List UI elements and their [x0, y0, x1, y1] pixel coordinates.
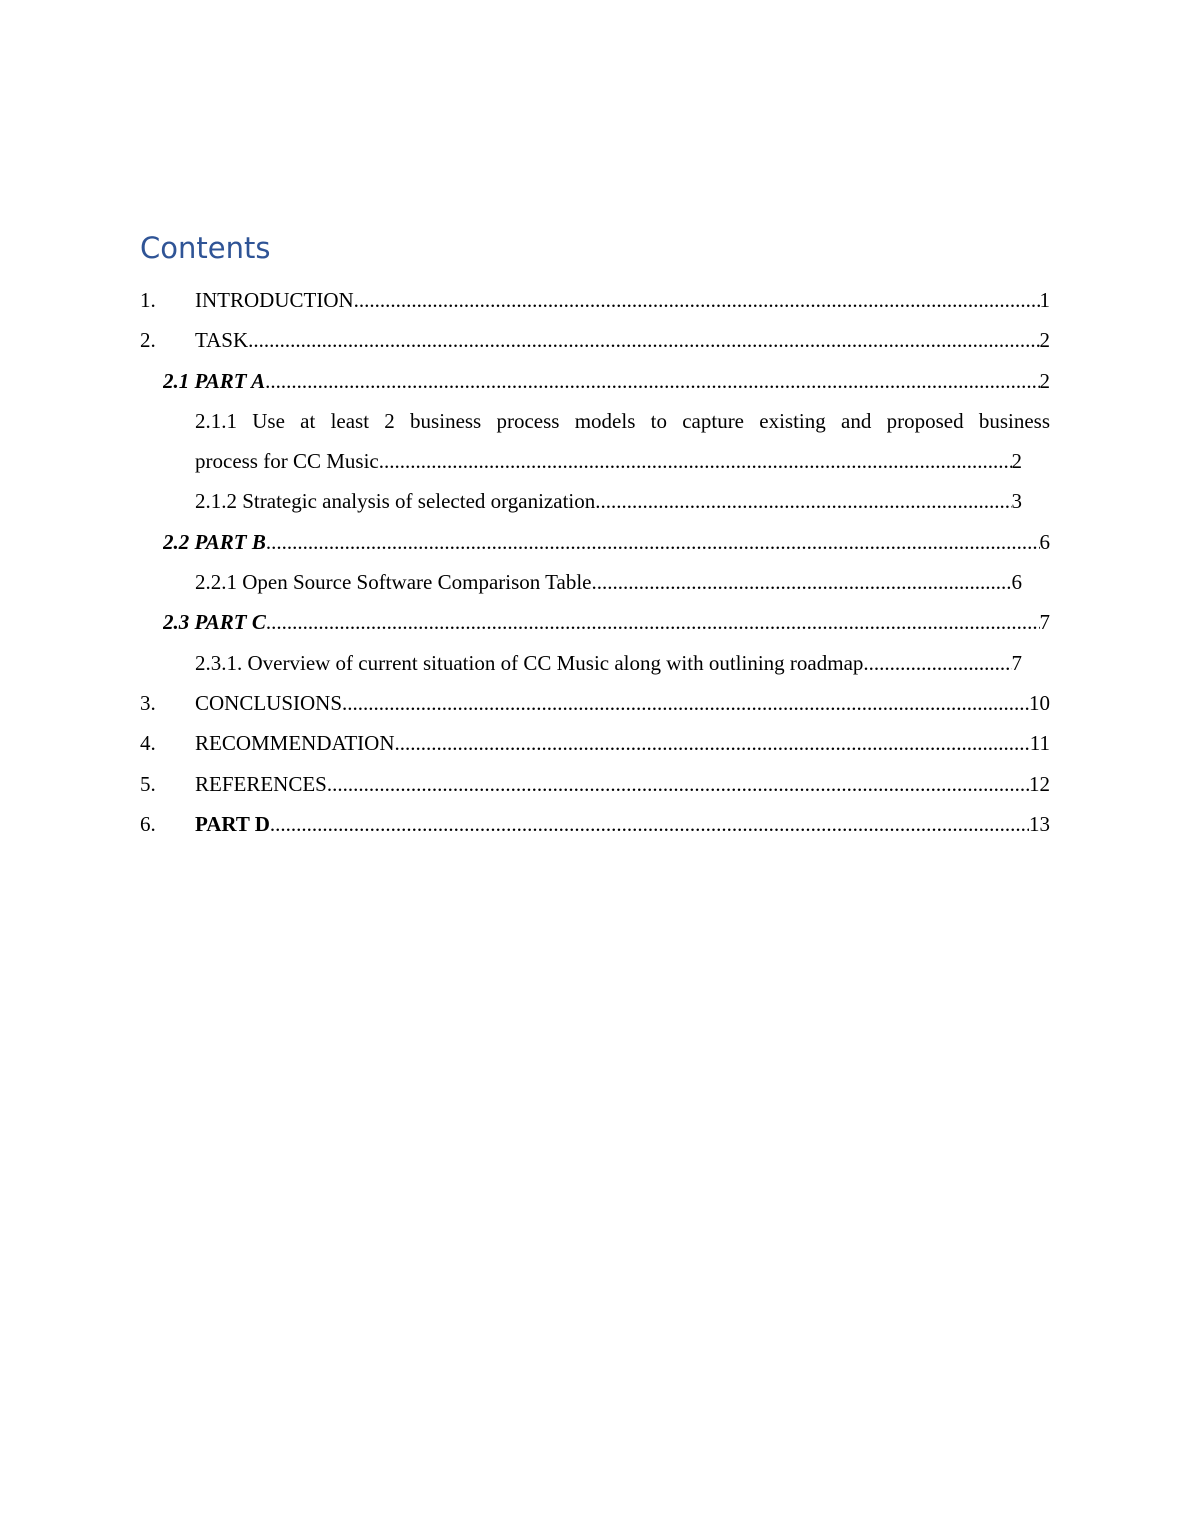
- toc-entry-task[interactable]: [140, 320, 1050, 360]
- toc-entry-title: PART D: [195, 804, 270, 844]
- toc-entry-title-line2: process for CC Music: [195, 449, 379, 474]
- toc-entry-page: 2: [1039, 328, 1050, 353]
- toc-entry-title: RECOMMENDATION: [195, 723, 395, 763]
- toc-entry-title: CONCLUSIONS: [195, 683, 342, 723]
- toc-entry-page: 7: [1011, 650, 1022, 675]
- dot-leader: [591, 562, 1011, 602]
- toc-entry-title: INTRODUCTION: [195, 280, 354, 320]
- toc-entry-number: 1.: [140, 288, 156, 312]
- toc-entry-conclusions[interactable]: [140, 683, 1050, 723]
- toc-entry-title-line1: 2.1.1 Use at least 2 business process models to capture existing and proposed business: [195, 408, 1050, 433]
- toc-entry-title: 2.2.1 Open Source Software Comparison Table: [195, 562, 591, 602]
- toc-entry-page: 6: [1039, 529, 1050, 554]
- toc-entry-introduction[interactable]: [140, 280, 1050, 320]
- toc-entry-number: 4.: [140, 731, 156, 756]
- toc-entry-recommendation[interactable]: [140, 723, 1050, 763]
- toc-entry-title: 2.3.1. Overview of current situation of CC Music along with outlining roadmap: [195, 643, 863, 683]
- document-page: [140, 226, 1050, 844]
- dot-leader: [342, 683, 1029, 723]
- toc-entry-page: 13: [1029, 811, 1050, 836]
- toc-entry-strategic-analysis[interactable]: [140, 481, 1050, 521]
- dot-leader: [265, 361, 1039, 401]
- toc-entry-part-c[interactable]: [140, 602, 1050, 642]
- toc-entry-number: 5.: [140, 771, 156, 796]
- toc-entry-page: 12: [1029, 771, 1050, 796]
- toc-entry-page: 2: [1011, 449, 1022, 474]
- toc-entry-part-d[interactable]: [140, 804, 1050, 844]
- toc-entry-open-source-comparison[interactable]: [140, 562, 1050, 602]
- toc-entry-page: 3: [1011, 489, 1022, 514]
- dot-leader: [270, 804, 1029, 844]
- toc-entry-page: 1: [1039, 288, 1050, 312]
- toc-entry-page: 7: [1039, 610, 1050, 635]
- toc-entry-business-process-models[interactable]: [195, 401, 1050, 482]
- toc-entry-title: 2.1.2 Strategic analysis of selected organization: [195, 481, 595, 521]
- dot-leader: [863, 643, 1011, 683]
- toc-entry-page: 10: [1029, 690, 1050, 715]
- toc-entry-title: REFERENCES: [195, 764, 327, 804]
- toc-entry-overview-roadmap[interactable]: [140, 643, 1050, 683]
- dot-leader: [248, 320, 1039, 360]
- toc-entry-number: 3.: [140, 690, 156, 715]
- toc-entry-page: 6: [1011, 570, 1022, 595]
- toc-entry-page: 11: [1029, 731, 1050, 756]
- dot-leader: [354, 280, 1040, 320]
- toc-entry-title: 2.3 PART C: [163, 602, 266, 642]
- toc-entry-title: 2.2 PART B: [163, 522, 266, 562]
- toc-list: [140, 280, 1050, 844]
- toc-entry-references[interactable]: [140, 764, 1050, 804]
- toc-entry-number: 6.: [140, 811, 156, 836]
- toc-entry-part-b[interactable]: [140, 522, 1050, 562]
- dot-leader: [327, 764, 1029, 804]
- dot-leader: [595, 481, 1011, 521]
- dot-leader: [395, 723, 1030, 763]
- dot-leader: [266, 602, 1040, 642]
- toc-heading: Contents: [140, 231, 271, 265]
- dot-leader: [379, 441, 1012, 481]
- toc-entry-title: 2.1 PART A: [163, 361, 265, 401]
- toc-entry-part-a[interactable]: [140, 361, 1050, 401]
- toc-entry-title: TASK: [195, 320, 248, 360]
- dot-leader: [266, 522, 1040, 562]
- toc-entry-page: 2: [1039, 368, 1050, 393]
- toc-entry-number: 2.: [140, 328, 156, 353]
